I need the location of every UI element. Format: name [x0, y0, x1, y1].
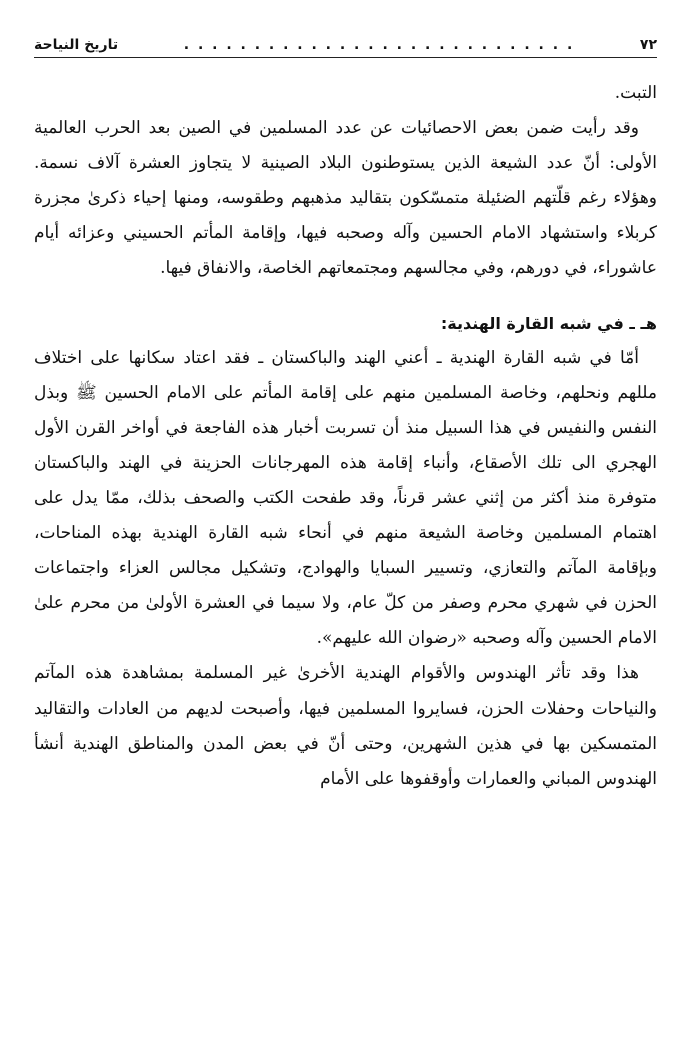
page-body [34, 76, 657, 797]
running-header [34, 28, 657, 54]
header-rule [34, 57, 657, 58]
section-heading-indian-subcontinent: هـ ـ في شبه القارة الهندية: [440, 313, 657, 333]
section-spacer [34, 287, 657, 307]
paragraph-india-pakistan: أمّا في شبه القارة الهندية ـ أعني الهند والباكستان ـ فقد اعتاد سكانها على اختلاف مللهم ونحلهم، وخاصة المسلمين منهم على إقامة المأتم على الامام الحسين ﷺ وبذل النفس والنفيس في هذا السبيل منذ أن تسربت أخبار هذه الفاجعة في أواخر القرن الأول الهجري الى تلك الأصقاع، وأنباء إقامة هذه المهرجانات الحزينة في الهند والباكستان متوفرة منذ أكثر من إثني عشر قرناً، وقد طفحت الكتب والصحف بذلك، ممّا يدل على اهتمام المسلمين وخاصة الشيعة منهم في أنحاء شبه القارة الهندية بهذه المناحات، وبإقامة المآتم والتعازي، وتسيير السبايا والهوادج، وتشكيل مجالس العزاء واجتماعات الحزن في شهري محرم وصفر من كلّ عام، ولا سيما في العشرة الأولىٰ من محرم علىٰ الامام الحسين وآله وصحبه «رضوان الله عليهم». [34, 347, 658, 649]
paragraph-hindu-influence: هذا وقد تأثر الهندوس والأقوام الهندية الأخرىٰ غير المسلمة بمشاهدة هذه المآتم والنياحات وحفلات الحزن، فسايروا المسلمين فيها، وأصبحت لديهم من العادات والتقاليد المتمسكين بها في هذين الشهرين، وحتى أنّ في بعض المدن والمناطق الهندية أنشأ الهندوس المباني والعمارات وأوقفوها على الأمام [34, 663, 657, 789]
header-dot-leader: . . . . . . . . . . . . . . . . . . . . . . . . . . . . [183, 37, 575, 53]
running-title: تاريخ النياحة [34, 37, 119, 53]
paragraph-tibet-ending: التبت. [614, 83, 657, 103]
paragraph-china: وقد رأيت ضمن بعض الاحصائيات عن عدد المسلمين في الصين بعد الحرب العالمية الأولى: أنّ عدد الشيعة الذين يستوطنون البلاد الصينية لا يتجاوز العشرة آلاف نسمة. وهؤلاء رغم قلّتهم الضئيلة متمسّكون بتقاليد مذهبهم وطقوسه، ومنها إحياء ذكرىٰ مجزرة كربلاء واستشهاد الامام الحسين وآله وصحبه فيها، وإقامة المأتم الحسيني وعزائه أيام عاشوراء، في دورهم، وفي مجالسهم ومجتمعاتهم الخاصة، والانفاق فيها. [34, 118, 657, 279]
page-number: ٧٢ [639, 37, 657, 53]
